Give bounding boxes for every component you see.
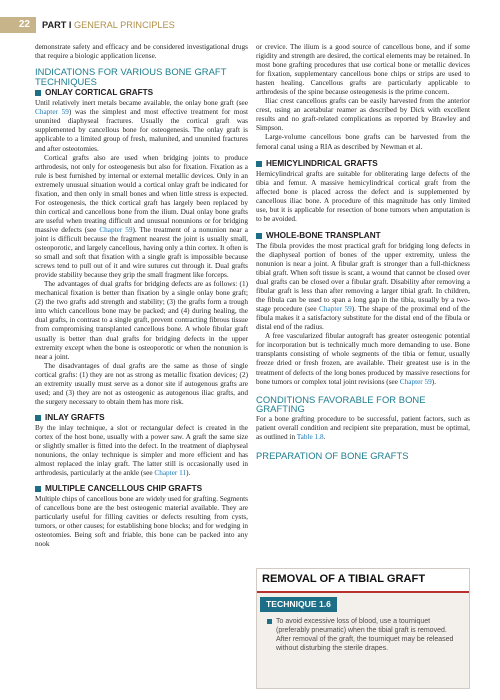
continued-paragraph-2: Iliac crest cancellous grafts can be easily harvested from the anterior crest, using an acetabular reamer as described by Dick with excellent results and no graft-related complications as reported by Brawley and Simpson. — [256, 97, 470, 133]
heading-conditions-favorable: CONDITIONS FAVORABLE FOR BONE GRAFTING — [256, 393, 426, 415]
intro-paragraph: demonstrate safety and efficacy and be considered investigational drugs that require a biologic application license. — [35, 43, 248, 61]
right-column — [256, 43, 470, 462]
running-header — [0, 17, 500, 33]
heading-text: HEMICYLINDRICAL GRAFTS — [266, 158, 378, 168]
multiple-paragraph-1: Multiple chips of cancellous bone are widely used for grafting. Segments of cancellous bone are the best osteogenic material available. They are particularly useful for filling cavities or defects resulting from cysts, tumors, or other causes; for establishing bone blocks; and for wedging in osteotomies. Being soft and friable, this bone can be packed into any nook — [35, 495, 248, 549]
table-1-8-link[interactable]: Table 1.8 — [296, 432, 324, 441]
continued-paragraph-3: Large-volume cancellous bone grafts can be harvested from the femoral canal using a RIA as described by Newman et al. — [256, 133, 470, 151]
technique-label: TECHNIQUE 1.6 — [260, 597, 337, 612]
part-title: GENERAL PRINCIPLES — [74, 20, 175, 30]
page-number: 22 — [0, 17, 36, 33]
section-square-icon — [35, 415, 41, 421]
continued-paragraph-1: or crevice. The ilium is a good source of cancellous bone, and if some rigidity and strength are desired, the cortical elements may be retained. In most bone grafting procedures that use cortical bone or metallic devices for fixation, supplementary cancellous bone chips or strips are used to hasten healing. Cancellous grafts are particularly applicable to arthrodesis of the spine because osteogenesis is the prime concern. — [256, 43, 470, 97]
technique-bullet — [267, 617, 463, 653]
part-label — [42, 17, 175, 33]
onlay-paragraph-3: The advantages of dual grafts for bridging defects are as follows: (1) mechanical fixation is better than fixation by a single onlay bone graft; (2) the two grafts add strength and stability; (3) the grafts form a trough into which cancellous bone may be packed; and (4) during healing, the dual grafts, in contrast to a single graft, prevent contracting fibrous tissue from compromising transplanted cancellous bone. A whole fibular graft usually is better than dual grafts for bridging defects in the upper extremity except when the bone is osteoporotic or when the nonunion is near a joint. — [35, 280, 248, 361]
onlay-paragraph-2: Cortical grafts also are used when bridging joints to produce arthrodesis, not only for osteogenesis but also for fixation. Fixation as a rule is best furnished by internal or external metallic devices. Only in an extremely unusual situation would a cortical onlay graft be indicated for fixation, and then only in small bones and when little stress is expected. For osteogenesis, the thick cortical graft has largely been replaced by thin cortical and cancellous bone from the ilium. Dual onlay bone grafts are useful when treating difficult and unusual nonunions or for bridging massive defects (see Chapter 59). The treatment of a nonunion near a joint is difficult because the fragment nearest the joint is usually small, osteoporotic, and largely cancellous, having only a thin cortex. It often is so small and soft that fixation with a single graft is impossible because screws tend to pull out of it and wire sutures cut through it. Dual grafts provide stability because they grip the small fragment like forceps. — [35, 153, 248, 280]
technique-bullet-text: To avoid excessive loss of blood, use a tourniquet (preferably pneumatic) when the tibial graft is removed. After removal of the graft, the tourniquet may be released without disturbing the sterile drapes. — [276, 618, 454, 652]
part-number: PART I — [42, 20, 72, 30]
whole-paragraph-2: A free vascularized fibular autograft has greater osteogenic potential for incorporation but is technically much more demanding to use. Bone transplants consisting of whole segments of the tibia or femur, usually freeze dried or fresh frozen, are available. Their greatest use is in the treatment of defects of the long bones produced by massive resections for bone tumors or complex total joint revisions (see Chapter 59). — [256, 332, 470, 386]
chapter-59-link[interactable]: Chapter 59 — [99, 225, 133, 234]
hemi-paragraph-1: Hemicylindrical grafts are suitable for obliterating large defects of the tibia and femur. A massive hemicylindrical cortical graft from the affected bone is placed across the defect and is supplemented by cancellous iliac bone. A procedure of this magnitude has only limited use, but it is applicable for resection of bone tumors when amputation is to be avoided. — [256, 169, 470, 223]
inlay-paragraph-1: By the inlay technique, a slot or rectangular defect is created in the cortex of the host bone, usually with a power saw. A graft the same size or slightly smaller is fitted into the defect. In the treatment of diaphyseal nonunions, the onlay technique is simpler and more efficient and has almost replaced the inlay graft. The latter still is occasionally used in arthrodesis, particularly at the ankle (see Chapter 11). — [35, 423, 248, 478]
chapter-59-link[interactable]: Chapter 59 — [35, 108, 69, 117]
heading-text: ONLAY CORTICAL GRAFTS — [45, 88, 154, 98]
left-column — [35, 43, 248, 549]
heading-onlay-cortical-grafts — [35, 88, 248, 98]
technique-divider — [257, 591, 469, 593]
section-square-icon — [256, 233, 262, 239]
section-square-icon — [35, 486, 41, 492]
heading-text: MULTIPLE CANCELLOUS CHIP GRAFTS — [45, 484, 203, 494]
chapter-59-link[interactable]: Chapter 59 — [399, 377, 432, 386]
whole-paragraph-1: The fibula provides the most practical graft for bridging long defects in the diaphyseal portion of bones of the upper extremity, unless the nonunion is near a joint. A fibular graft is stronger than a full-thickness tibial graft. When soft tissue is scant, a wound that cannot be closed over dual grafts can be closed over a fibular graft. Disability after removing a fibular graft is less than after removing a larger tibial graft. In children, the fibula can be used to span a long gap in the tibia, usually by a two-stage procedure (see Chapter 59). The shape of the proximal end of the fibula makes it a satisfactory substitute for the distal end of the fibula or distal end of the radius. — [256, 241, 470, 332]
technique-title-bar — [257, 569, 469, 591]
heading-text: INLAY GRAFTS — [45, 412, 105, 422]
chapter-59-link[interactable]: Chapter 59 — [319, 305, 352, 314]
section-square-icon — [256, 161, 262, 167]
conditions-paragraph-1: For a bone grafting procedure to be successful, patient factors, such as patient overall condition and recipient site preparation, must be optimal, as outlined in Table 1.8. — [256, 414, 470, 441]
technique-box — [256, 568, 470, 689]
heading-hemicylindrical-grafts — [256, 159, 470, 169]
section-square-icon — [35, 90, 41, 96]
heading-inlay-grafts — [35, 413, 248, 423]
heading-multiple-cancellous-chip-grafts — [35, 484, 248, 494]
bullet-square-icon — [267, 619, 272, 624]
onlay-paragraph-1: Until relatively inert metals became available, the onlay bone graft (see Chapter 59) was the simplest and most effective treatment for most ununited diaphyseal fractures. Usually the cortical graft was supplemented by cancellous bone for osteogenesis. The onlay graft is applicable to a limited group of fresh, malunited, and ununited fractures and after osteotomies. — [35, 99, 249, 153]
chapter-11-link[interactable]: Chapter 11 — [154, 469, 187, 478]
heading-preparation-of-bone-grafts: PREPARATION OF BONE GRAFTS — [256, 449, 409, 461]
heading-whole-bone-transplant — [256, 231, 470, 241]
heading-indications: INDICATIONS FOR VARIOUS BONE GRAFT TECHNIQUES — [35, 66, 227, 87]
technique-title: REMOVAL OF A TIBIAL GRAFT — [262, 573, 426, 585]
heading-text: WHOLE-BONE TRANSPLANT — [266, 230, 381, 240]
onlay-paragraph-4: The disadvantages of dual grafts are the same as those of single cortical grafts: (1) they are not as strong as metallic fixation devices; (2) an extremity usually must serve as a donor site if autogenous grafts are used; and (3) they are not as osteogenic as autogenous iliac grafts, and the surgery necessary to obtain them has more risk. — [35, 361, 248, 406]
